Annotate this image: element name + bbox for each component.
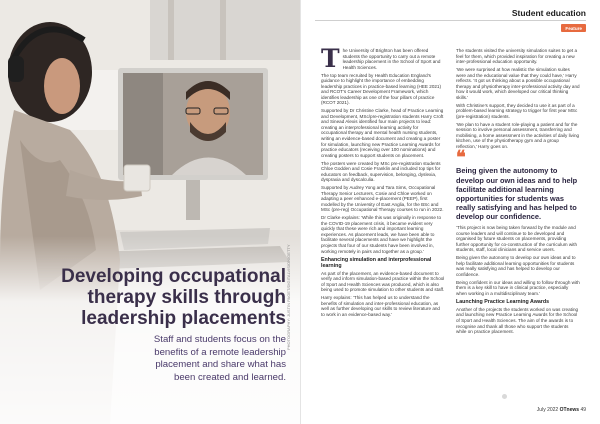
paragraph: Supported by Dr Christine Clarke, head of Practice Learning and Development, MSc/pre-registration students Harry Croft and Sinead Alexis identified four main projects to lead: creating an interprofessional learning activity for occupational therapy and mental health nursing students, writing an evidence-based document and creating a poster for simulation, launching new Practice Learning Awards for practice educators (receiving over 100 nominations) and creating posters to support students on placement. [321,108,444,158]
subheading: Launching Practice Learning Awards [456,299,550,306]
paragraph: Harry explains: ‘This has helped us to understand the benefits of simulation and inter-professional education, as well as further developing our skills to review literature and to work in an evidence-based way.’ [321,295,440,317]
paragraph: With Christine’s support, they decided to use it as part of a problem-based learning strategy to trigger for first year MSc (pre-registration) students. [456,102,578,119]
paragraph: Another of the projects the students worked on was creating and launching new Practice Learning Awards for the School of Sport and Health Sciences. The aim of the awards is to recognise and thank all those who support the students while on practice placement. [456,306,579,335]
paragraph: Being confident in our ideas and willing to follow through with them is a key skill to have in clinical practice, especially when working in a multidisciplinary team.’ [456,279,580,296]
paragraph: The posters were created by MSc pre-registration students Chloe Godden and Cosie Franklin and included top tips for educators on feedback, supervision, belonging, dyslexia, dyspraxia and dyscalculia. [321,160,441,183]
paragraph: The students visited the university simulation suites to get a feel for them, which provided inspiration for creating a new inter-professional education opportunity. [456,48,578,65]
text-column-1 [321,44,445,320]
folio-page: 49 [580,407,586,413]
folio-date: July 2022 [536,407,559,413]
paragraph: ‘We were surprised at how realistic the simulation suites were and the educational value that they could have,’ Harry reflects. ‘It got us thinking about a possible occupational therapy and physiotherapy inter-professional activity day and how it would work, which developed our critical thinking skills.’ [456,67,580,100]
paragraph: The top team recruited by Health Education England’s guidance to highlight the importance of embedding leadership practices in practice-based learning (HEE 2021) and RCOT’s Career Development Framework, which identifies leadership as one of the four pillars of practice (RCOT 2021). [321,72,442,106]
paragraph: Dr Clarke explains: ‘While this was originally in response to the COVID-19 placement crisis, it became evident very quickly that these were rich and important learning experiences. As placement leads, we have been able to facilitate several placements and have we highlight the projects that four of our students have been involved in, working remotely in pairs and together as a group.’ [321,215,441,254]
end-mark-icon [502,394,507,399]
paragraph: As part of the placement, an evidence-based document to verify and inform simulation-based practice within the School of Sport and Health Sciences was produced, which is also being used to promote simulation to other students and staff. [321,270,445,293]
paragraph: Being given the autonomy to develop our own ideas and to help facilitate additional learning opportunities for students was really satisfying and has helped to develop our confidence. [456,255,576,277]
photo-credit: PHOTOGRAPHY: JUSTIN PAGET/DIGITALVISION/GETTY [286,244,291,350]
feature-tag: Feature [561,24,586,32]
folio [537,407,586,413]
header-rule [315,20,586,21]
article-standfirst: Staff and students focus on the benefits of a remote leadership placement and share what has been created and learned. [153,334,286,383]
text-column-2 [456,48,580,337]
quote-mark-icon: ❝ [456,147,466,169]
paragraph: ‘We plan to have a student role-playing a patient and for the session to involve personal assessment, transferring and mobilising, a home assessment in the activities of daily living kitchen, use of the physiotherapy gym and a group reflection,’ Harry goes on. [456,121,580,149]
right-page [300,0,600,424]
subheading: Enhancing simulation and interprofessional learning [321,257,432,270]
drop-cap: T [321,44,340,73]
intro-paragraph: The University of Brighton has been offered students the opportunity to carry out a remote leadership placement in the School of Sport and Health Sciences. [321,44,441,73]
paragraph: Supported by Audrey Yong and Tara Sims, Occupational Therapy Senior Lecturers, Cosie and Chloe worked on adapting a peer enhanced e-placement (PEEP), first modelled by the University of East Anglia, for the BSc and MSc (pre-reg) Occupational Therapy courses to run in 2022. [321,185,444,213]
paragraph: ‘This project is now being taken forward by the module and course leaders and will continue to be developed and organised by future students on placements, providing further opportunity for co-construction of the curriculum with students, staff, local clinicians and service users. [456,225,578,253]
section-title: Student education [511,8,586,18]
pull-quote: Being given the autonomy to develop our own ideas and to help facilitate additional learning opportunities for students was really satisfying and has helped to develop our confidence. [456,166,578,221]
article-headline: Developing occupational therapy skills through leadership placements [61,266,286,329]
folio-brand: OTnews [559,407,580,413]
